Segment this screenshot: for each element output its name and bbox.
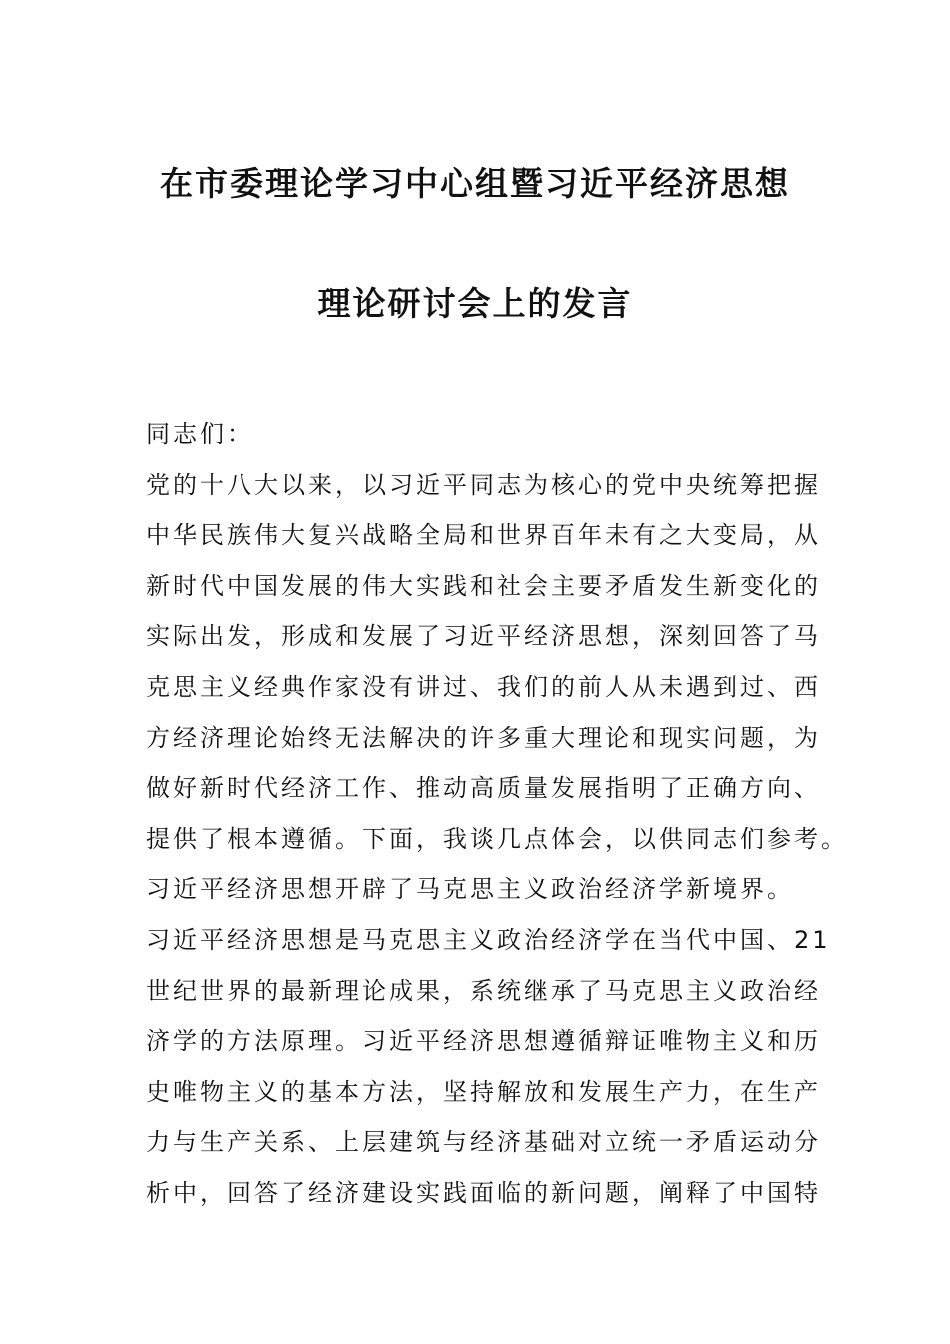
document-title-line-2: 理论研讨会上的发言 bbox=[317, 284, 633, 323]
section-heading: 习近平经济思想开辟了马克思主义政治经济学新境界。 bbox=[146, 875, 794, 904]
body-line: 力与生产关系、上层建筑与经济基础对立统一矛盾运动分 bbox=[146, 1128, 821, 1157]
body-line: 做好新时代经济工作、推动高质量发展指明了正确方向、 bbox=[146, 774, 821, 803]
body-line: 实际出发，形成和发展了习近平经济思想，深刻回答了马 bbox=[146, 622, 821, 651]
body-line: 济学的方法原理。习近平经济思想遵循辩证唯物主义和历 bbox=[146, 1027, 821, 1056]
body-line: 克思主义经典作家没有讲过、我们的前人从未遇到过、西 bbox=[146, 672, 821, 701]
body-line: 提供了根本遵循。下面，我谈几点体会，以供同志们参考。 bbox=[146, 824, 848, 853]
body-line: 新时代中国发展的伟大实践和社会主要矛盾发生新变化的 bbox=[146, 571, 821, 600]
body-line: 方经济理论始终无法解决的许多重大理论和现实问题，为 bbox=[146, 723, 821, 752]
document-title-line-1: 在市委理论学习中心组暨习近平经济思想 bbox=[160, 164, 790, 203]
body-line: 史唯物主义的基本方法，坚持解放和发展生产力，在生产 bbox=[146, 1077, 821, 1106]
body-line: 中华民族伟大复兴战略全局和世界百年未有之大变局，从 bbox=[146, 521, 821, 550]
body-line: 世纪世界的最新理论成果，系统继承了马克思主义政治经 bbox=[146, 976, 821, 1005]
body-line: 党的十八大以来，以习近平同志为核心的党中央统筹把握 bbox=[146, 470, 821, 499]
body-line: 习近平经济思想是马克思主义政治经济学在当代中国、21 bbox=[146, 925, 831, 954]
body-line: 析中，回答了经济建设实践面临的新问题，阐释了中国特 bbox=[146, 1178, 821, 1207]
document-body bbox=[146, 409, 848, 1219]
salutation: 同志们： bbox=[146, 420, 254, 448]
